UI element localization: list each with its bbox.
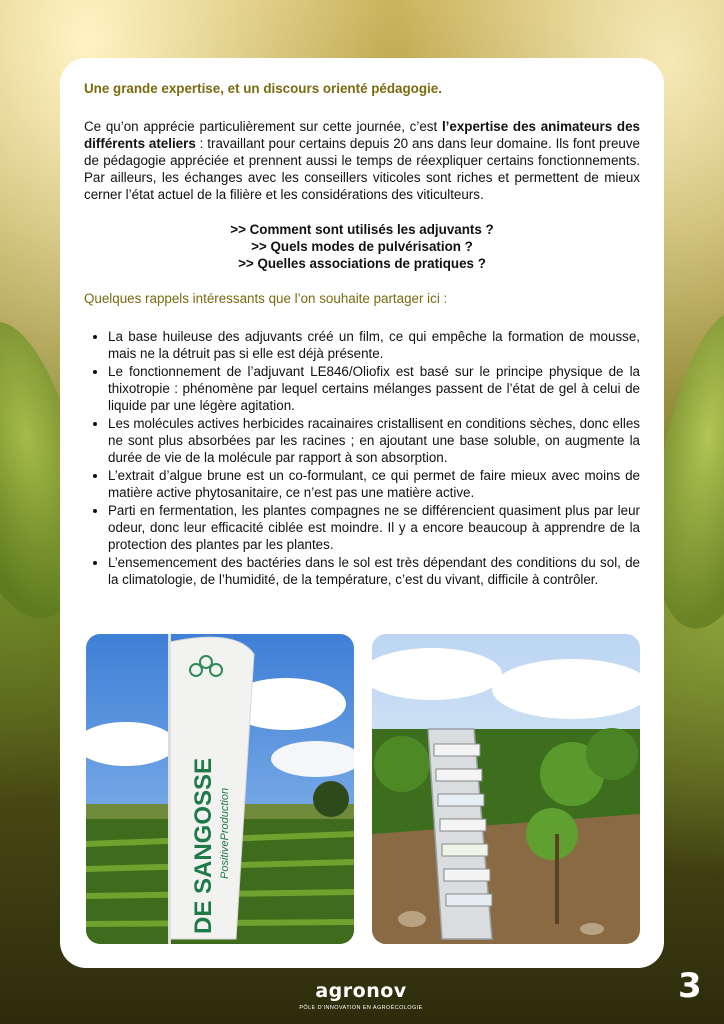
intro-paragraph: Ce qu’on apprécie particulièrement sur cette journée, c’est l’expertise des animateurs des différents ateliers : travaillant pour certains depuis 20 ans dans leur domaine. Ils font preuve de pédagogie appréciée et prennent aussi le temps de réexpliquer certains fonctionnements. Par ailleurs, les échanges avec les conseillers viticoles sont riches et permettent de mieux cerner l’état actuel de la filière et les considérations des viticulteurs.: [84, 119, 640, 202]
page-number: 3: [678, 966, 702, 1006]
vineyard-brochure-stand-photo: [372, 634, 640, 944]
recall-list: [84, 328, 640, 588]
agronov-logo: [296, 980, 426, 1011]
intro-bold-text: l’expertise des animateurs des différents ateliers: [84, 119, 640, 151]
list-item: • Le fonctionnement de l’adjuvant LE846/Oliofix est basé sur le principe physique de la thixotropie : phénomène par lequel certains mélanges passent de l’état de gel à celui de liquide par une légère agitation.: [108, 363, 640, 414]
section-heading: Une grande expertise, et un discours orienté pédagogie.: [84, 81, 442, 96]
list-item: • L’ensemencement des bactéries dans le sol est très dépendant des conditions du sol, de la climatologie, de l’humidité, de la température, c’est du vivant, difficile à contrôler.: [108, 554, 640, 588]
list-item: • Parti en fermentation, les plantes compagnes ne se différencient quasiment plus par leur odeur, donc leur efficacité ciblée est moindre. Il y a encore beaucoup à apprendre de la protection des plantes par les plantes.: [108, 502, 640, 553]
content-card: [60, 58, 664, 968]
question-3: >> Quelles associations de pratiques ?: [238, 256, 486, 271]
list-item: • L’extrait d’algue brune est un co-formulant, ce qui permet de faire mieux avec moins de matière active phytosanitaire, ce n’est pas une matière active.: [108, 467, 640, 501]
list-item: • La base huileuse des adjuvants créé un film, ce qui empêche la formation de mousse, mais ne la détruit pas si elle est déjà présente.: [108, 328, 640, 362]
flag-tagline-text: PositiveProduction: [219, 787, 231, 879]
logo-wordmark: agronov: [315, 980, 407, 1002]
question-1: >> Comment sont utilisés les adjuvants ?: [230, 222, 494, 237]
flag-brand-text: DE SANGOSSE: [190, 757, 217, 934]
vineyard-flag-photo: [86, 634, 354, 944]
question-2: >> Quels modes de pulvérisation ?: [251, 239, 473, 254]
list-item: • Les molécules actives herbicides racainaires cristallisent en conditions sèches, donc elles ne sont plus absorbées par les racines ; en ajoutant une base soluble, on augmente la durée de vie de la molécule par rapport à son absorption.: [108, 415, 640, 466]
recall-title: Quelques rappels intéressants que l’on souhaite partager ici :: [84, 291, 448, 306]
logo-tagline: PÔLE D’INNOVATION EN AGROÉCOLOGIE: [299, 1005, 423, 1011]
